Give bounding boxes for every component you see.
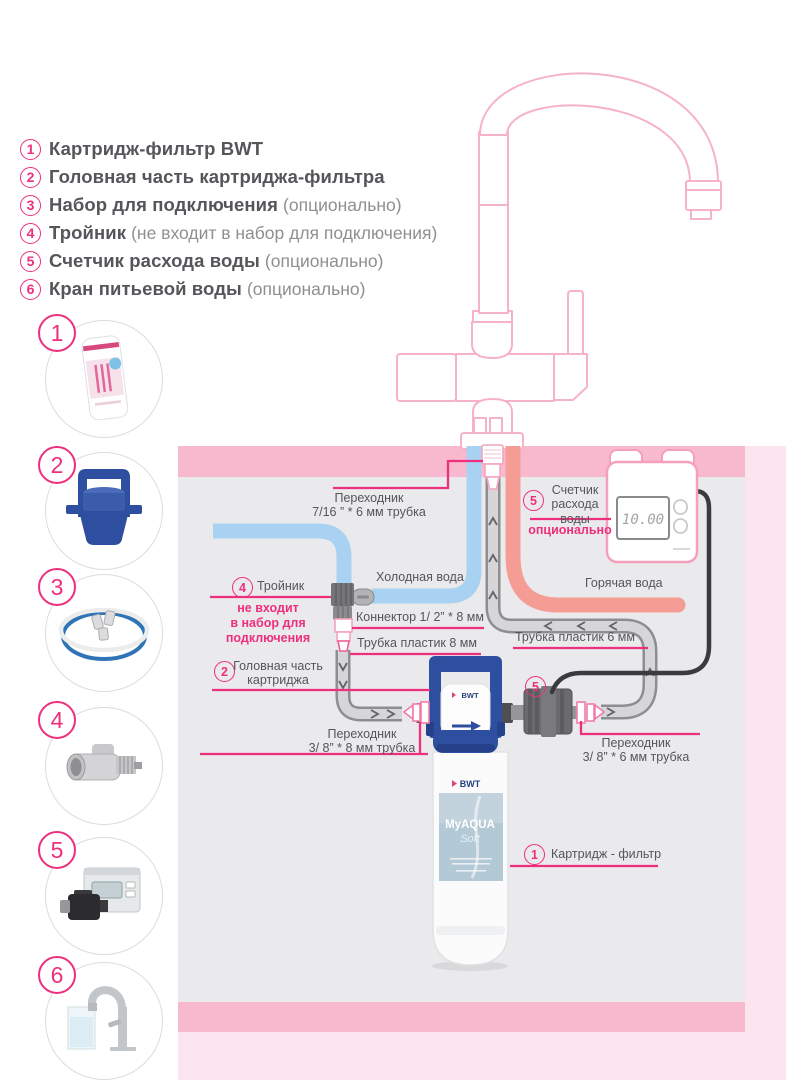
- label-adapter-38-8: Переходник 3/ 8” * 8 мм трубка: [308, 727, 416, 756]
- product-4-badge: 4: [38, 701, 76, 739]
- label-hot-water: Горячая вода: [585, 576, 663, 590]
- legend-num-1-badge: 1: [20, 139, 41, 160]
- label-meter-optional: опционально: [528, 523, 612, 537]
- legend-item-6: [20, 278, 437, 300]
- legend-num-3-badge: 3: [20, 195, 41, 216]
- label-tube6: Трубка пластик 6 мм: [515, 630, 635, 644]
- meter-display-value: 10.00: [621, 512, 665, 528]
- product-name-line1: MyAQUA: [445, 819, 495, 831]
- legend-note-5: (опционально): [264, 250, 384, 271]
- legend-title-6: Кран питьевой воды: [49, 278, 242, 299]
- label-tee: Тройник: [257, 579, 305, 593]
- svg-text:BWT: BWT: [461, 691, 479, 700]
- legend-title-5: Счетчик расхода воды: [49, 250, 260, 271]
- faucet-gooseneck: [480, 73, 718, 183]
- legend-title-2: Головная часть картриджа-фильтра: [49, 166, 385, 187]
- legend-item-4: [20, 222, 437, 244]
- sensor-number-badge: 5: [525, 676, 546, 697]
- legend-title-1: Картридж-фильтр BWT: [49, 138, 264, 159]
- label-tee-note: не входит в набор для подключения: [225, 601, 311, 645]
- tee-number-badge: 4: [232, 577, 253, 598]
- faucet-spout: [686, 181, 721, 210]
- legend-num-2-badge: 2: [20, 167, 41, 188]
- svg-text:BWT: BWT: [459, 779, 481, 789]
- label-adapter-716: Переходник 7/16 ” * 6 мм трубка: [312, 491, 426, 520]
- legend-item-5: [20, 250, 437, 272]
- product-2-badge: 2: [38, 446, 76, 484]
- legend-item-2: [20, 166, 437, 188]
- meter-button-top: [674, 500, 687, 514]
- legend-item-1: [20, 138, 437, 160]
- legend-num-5-badge: 5: [20, 251, 41, 272]
- meter-button-bottom: [674, 519, 687, 533]
- meter-number-badge: 5: [523, 490, 544, 511]
- legend-note-3: (опционально): [283, 194, 402, 215]
- cartridge-number-badge: 1: [524, 844, 545, 865]
- head-number-badge: 2: [214, 661, 235, 682]
- product-name-line2: Soft: [460, 833, 480, 845]
- product-1-badge: 1: [38, 314, 76, 352]
- legend-note-6: (опционально): [246, 278, 366, 299]
- label-cold-water: Холодная вода: [376, 570, 464, 584]
- legend-num-4-badge: 4: [20, 223, 41, 244]
- product-3-badge: 3: [38, 568, 76, 606]
- product-6-badge: 6: [38, 956, 76, 994]
- legend-note-4: (не входит в набор для подключения): [131, 222, 438, 243]
- parts-legend: [20, 138, 437, 300]
- legend-item-3: [20, 194, 437, 216]
- label-adapter-38-6: Переходник 3/ 8” * 6 мм трубка: [582, 736, 690, 765]
- label-flow-meter: Счетчик расхода воды: [551, 483, 599, 526]
- faucet-handle: [568, 291, 583, 356]
- legend-num-6-badge: 6: [20, 279, 41, 300]
- label-tube8: Трубка пластик 8 мм: [357, 636, 477, 650]
- flow-meter-device: [607, 450, 697, 562]
- product-5-badge: 5: [38, 831, 76, 869]
- legend-title-4: Тройник: [49, 222, 127, 243]
- legend-title-3: Набор для подключения: [49, 194, 279, 215]
- label-connector: Коннектор 1/ 2” * 8 мм: [356, 610, 484, 624]
- label-filter-head: Головная часть картриджа: [233, 659, 323, 688]
- label-cartridge: Картридж - фильтр: [551, 847, 662, 861]
- faucet-outline-drawing: [397, 73, 721, 449]
- faucet-column: [479, 132, 508, 313]
